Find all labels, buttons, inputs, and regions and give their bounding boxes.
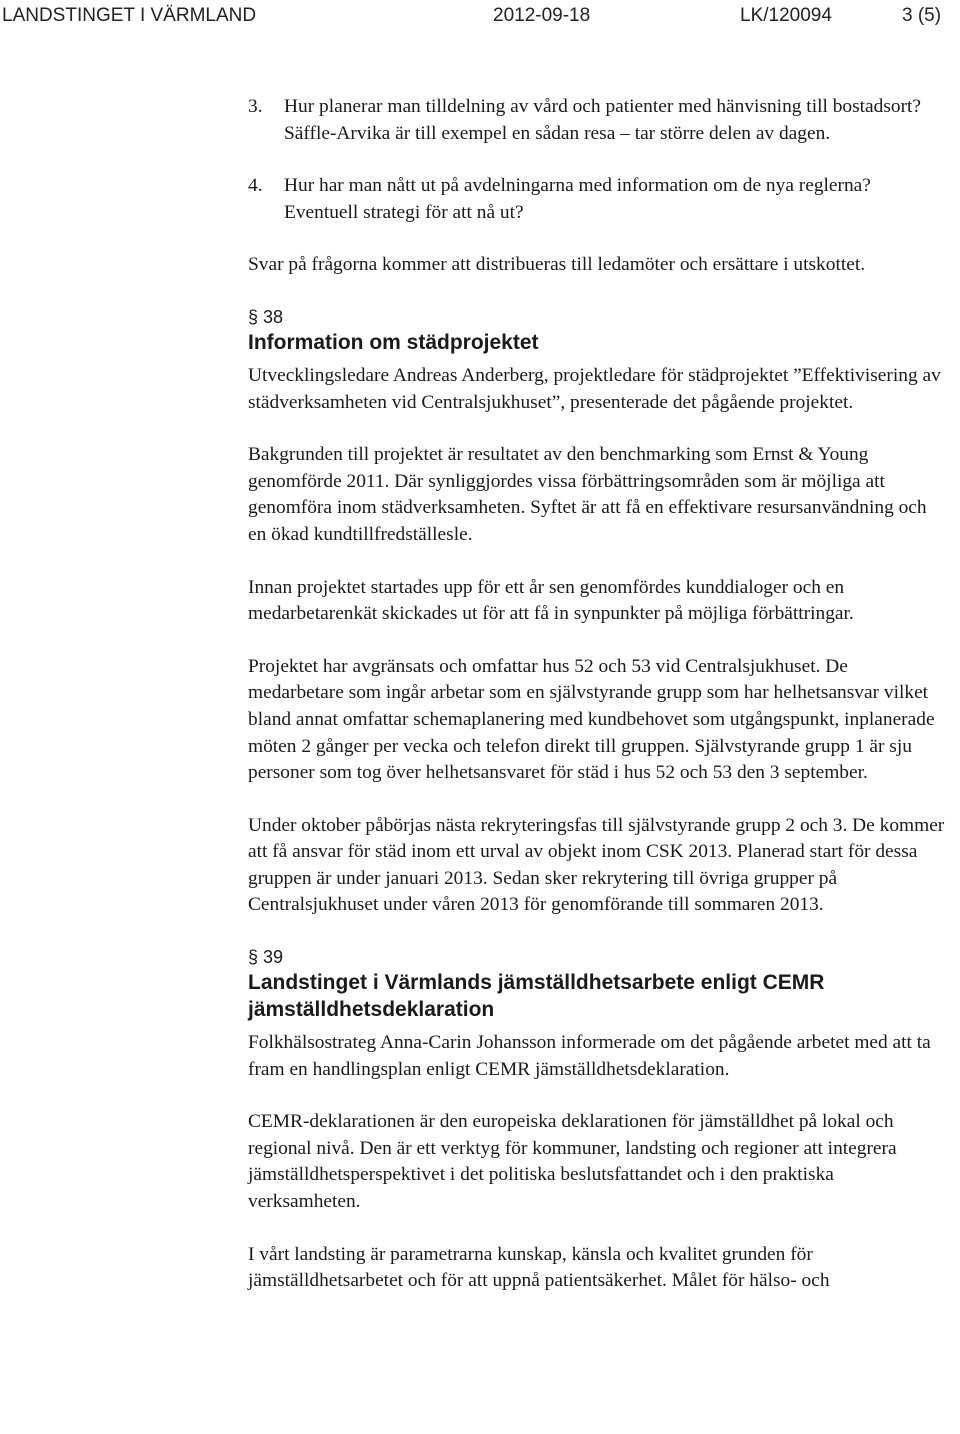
paragraph: Under oktober påbörjas nästa rekryteringsfas till självstyrande grupp 2 och 3. De kommer att få ansvar för städ inom ett urval av objekt inom CSK 2013. Planerad start för dessa gruppen är under januari 2013. Sedan sker rekrytering till övriga grupper på Centralsjukhuset under våren 2013 för genomförande till sommaren 2013. — [248, 814, 945, 916]
list-item-text: Hur har man nått ut på avdelningarna med information om de nya reglerna? Eventuell strategi för att nå ut? — [284, 175, 871, 223]
section-number: § 38 — [248, 306, 284, 327]
header-page-number: 3 (5) — [902, 5, 942, 26]
list-item-text: Hur planerar man tilldelning av vård och patienter med hänvisning till bostadsort? Säffle-Arvika är till exempel en sådan resa – tar större delen av dagen. — [284, 96, 922, 144]
list-item-number: 4. — [248, 175, 263, 197]
document-body — [248, 94, 948, 1295]
paragraph: Projektet har avgränsats och omfattar hus 52 och 53 vid Centralsjukhuset. De medarbetare som ingår arbetar som en självstyrande grupp som har helhetsansvar vilket bland annat omfattar schemaplanering med kundbehovet som utgångspunkt, inplanerade möten 2 gånger per vecka och telefon direkt till gruppen. Självstyrande grupp 1 är sju personer som tog över helhetsansvaret för städ i hus 52 och 53 den 3 september. — [248, 655, 935, 784]
section-39 — [248, 945, 948, 1295]
paragraph: Utvecklingsledare Andreas Anderberg, projektledare för städprojektet ”Effektivisering av städverksamheten vid Centralsjukhuset”, presenterade det pågående projektet. — [248, 364, 941, 413]
section-number: § 39 — [248, 947, 284, 968]
paragraph: CEMR-deklarationen är den europeiska deklarationen för jämställdhet på lokal och regional nivå. Den är ett verktyg för kommuner, landsting och regioner att integrera jämställdhetsperspektivet i det politiska beslutsfattandet och i den praktiska verksamheten. — [248, 1111, 897, 1213]
answer-paragraph: Svar på frågorna kommer att distribueras till ledamöter och ersättare i utskottet. — [248, 254, 866, 276]
paragraph: I vårt landsting är parametrarna kunskap, känsla och kvalitet grunden för jämställdhetsarbetet och för att uppnå patientsäkerhet. Målet för hälso- och — [248, 1243, 830, 1292]
header-organization: LANDSTINGET I VÄRMLAND — [2, 5, 257, 26]
page-header — [0, 3, 960, 29]
paragraph: Innan projektet startades upp för ett år sen genomfördes kunddialoger och en medarbetarenkät skickades ut för att få in synpunkter på möjliga förbättringar. — [248, 576, 854, 625]
section-title: Information om städprojektet — [248, 330, 539, 354]
list-item-number: 3. — [248, 96, 263, 117]
header-reference: LK/120094 — [740, 5, 832, 26]
paragraph: Bakgrunden till projektet är resultatet av den benchmarking som Ernst & Young genomförde 2011. Där synliggjordes vissa förbättringsområden som är möjliga att genomföra inom städverksamheten. Syftet är att få en effektivare resursanvändning och en ökad kundtillfredställesle. — [248, 444, 927, 545]
list-item — [248, 94, 948, 147]
list-item — [248, 173, 948, 226]
section-38 — [248, 305, 948, 919]
header-date: 2012-09-18 — [493, 5, 591, 26]
section-title: Landstinget i Värmlands jämställdhetsarbete enligt CEMR jämställdhetsdeklaration — [248, 971, 825, 1022]
paragraph: Folkhälsostrateg Anna-Carin Johansson informerade om det pågående arbetet med att ta fram en handlingsplan enligt CEMR jämställdhetsdeklaration. — [248, 1032, 931, 1080]
